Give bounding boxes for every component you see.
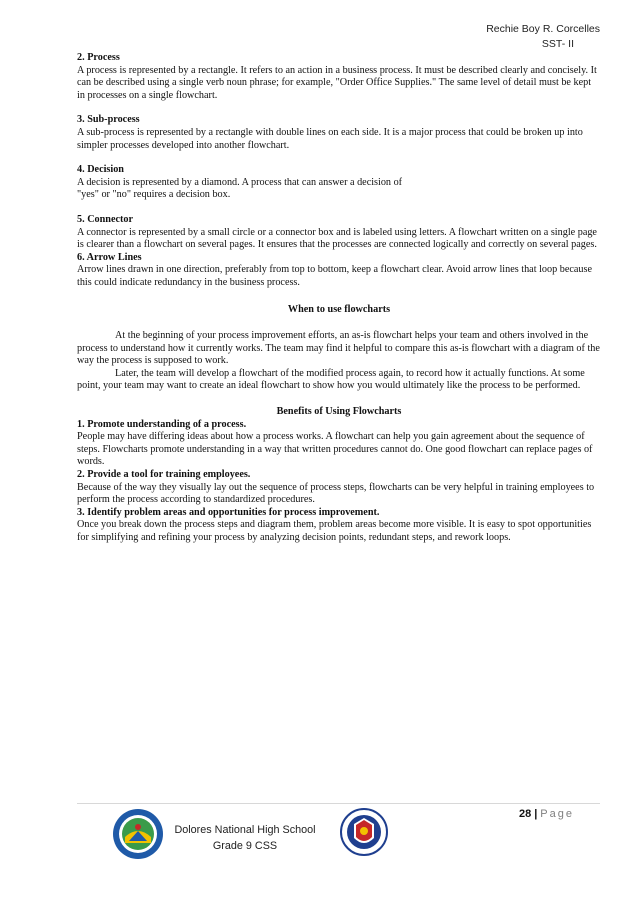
course-code: SST- II: [541, 38, 574, 50]
school-info: [160, 822, 330, 854]
paragraph-when-1: At the beginning of your process improvement efforts, an as-is flowchart helps your team and others involved in the process to understand how it currently works. The team may find it helpful to compare this as-is flowchart with a diagram of the way the process is supposed to work.: [77, 330, 600, 367]
benefit-paragraph-2: Because of the way they visually lay out the sequence of process steps, flowcharts can be very helpful in training employees to perform the process according to standardized procedures.: [77, 481, 595, 506]
paragraph-when-2: Later, the team will develop a flowchart of the modified process again, to record how it actually functions. At some point, your team may want to create an ideal flowchart to show how you would ultimately like the process to be performed.: [77, 367, 585, 392]
paragraph-decision-line2: "yes" or "no" requires a decision box.: [77, 189, 231, 201]
deped-seal-icon: [340, 808, 388, 856]
page-header: [486, 22, 600, 52]
section-heading-arrow-lines: 6. Arrow Lines: [77, 251, 142, 263]
document-body: [77, 52, 601, 545]
footer-divider: [77, 803, 600, 804]
section-heading-process: 2. Process: [77, 52, 120, 63]
page-number: [519, 808, 574, 820]
heading-when-to-use: When to use flowcharts: [287, 303, 391, 315]
author-name: Rechie Boy R. Corcelles: [486, 23, 600, 35]
grade-level: Grade 9 CSS: [212, 840, 278, 852]
benefit-heading-2: 2. Provide a tool for training employees.: [77, 469, 251, 481]
section-heading-decision: 4. Decision: [77, 164, 124, 176]
paragraph-process: A process is represented by a rectangle. It refers to an action in a business process. It must be described clearly and concisely. It can be described using a single verb noun phrase; for example, "Order Office Supplies." The same level of detail must be kept in processes on a single flowchart.: [77, 64, 597, 101]
section-heading-subprocess: 3. Sub-process: [77, 114, 140, 126]
section-heading-connector: 5. Connector: [77, 213, 134, 225]
school-seal-icon: [111, 807, 165, 861]
paragraph-subprocess: A sub-process is represented by a rectangle with double lines on each side. It is a major process that could be broken up into simpler processes developed into another flowchart.: [77, 126, 583, 151]
page-word: Page: [540, 808, 574, 820]
benefit-paragraph-1: People may have differing ideas about how a process works. A flowchart can help you gain agreement about the sequence of steps. Flowcharts promote understanding in a way that written procedures cannot do. One good flowchart can replace pages of words.: [77, 431, 593, 468]
paragraph-connector: A connector is represented by a small circle or a connector box and is labeled using letters. A flowchart written on a single page is clearer than a flowchart on several pages. It ensures that the processes are connected logically and correctly on several pages.: [77, 226, 597, 251]
benefit-heading-1: 1. Promote understanding of a process.: [77, 418, 247, 430]
benefit-paragraph-3: Once you break down the process steps and diagram them, problem areas become more visible. It is easy to spot opportunities for simplifying and refining your process by analyzing decision points, redundant steps, and rework loops.: [77, 519, 592, 543]
page-number-value: 28: [518, 808, 532, 820]
page-number-separator: |: [534, 808, 538, 820]
benefit-heading-3: 3. Identify problem areas and opportunities for process improvement.: [77, 506, 380, 518]
paragraph-decision-line1: A decision is represented by a diamond. A process that can answer a decision of: [77, 176, 403, 188]
heading-benefits: Benefits of Using Flowcharts: [276, 406, 402, 418]
school-name: Dolores National High School: [174, 824, 316, 836]
paragraph-arrow-lines: Arrow lines drawn in one direction, preferably from top to bottom, keep a flowchart clear. Avoid arrow lines that loop because this could indicate redundancy in the business process.: [77, 264, 592, 288]
